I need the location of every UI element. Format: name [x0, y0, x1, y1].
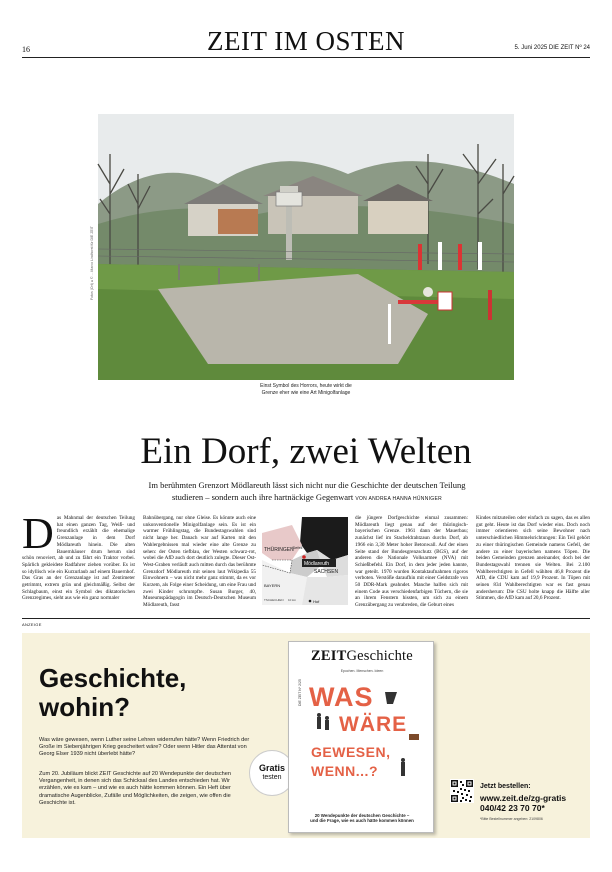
map-label-thueringen: THÜRINGEN — [264, 547, 294, 553]
deck-text: Im berühmten Grenzort Mödlareuth lässt sich nicht nur die Geschichte der deutschen Teilung studieren – sondern auch ihre hartnäckige Gegenwart — [148, 480, 466, 502]
map-scale: 10 km — [288, 598, 297, 602]
magazine-logo-zeit: ZEIT — [311, 648, 347, 664]
photo-credit: Fotos (Ort) ● © ... Marco Lindhorst für DIE ZEIT — [90, 226, 94, 300]
photo-caption: Einst Symbol des Horrors, heute wirkt die Grenze eher wie eine Art Minigolfanlage — [260, 383, 352, 396]
article-column-3 — [355, 515, 468, 609]
map-label-tschechien: TSCHECHIEN — [264, 598, 284, 602]
ad-rule — [22, 618, 590, 619]
ad-title — [39, 664, 186, 722]
article-column-4 — [476, 515, 590, 605]
article-deck — [142, 479, 472, 505]
magazine-headline-wenn: WENN...? — [311, 763, 378, 779]
magazine-tagline-line1: 20 Wendepunkte der deutschen Geschichte – — [314, 812, 410, 818]
qr-code-icon[interactable] — [450, 779, 474, 803]
column-2-text: Bahnübergang, nur ohne Gleise. Es könnte auch eine unkonventionelle Minigolfanlage sein. Es ist ein warmer Frühlingstag, die Bundestagswahlen sind nicht lange her. Danach war auf Karten mit den Wahlergebnissen mal wieder eine alte Grenze zu sehen: der Osten tiefblau, der Westen schwarz-rot, wobei die AfD auch dort deutlich zulegte. Dieser Ost-West-Graben verläuft auch mitten durch das berühmte Grenzdorf Mödlareuth mit seinen laut Wikipedia 55 Einwohnern – was nicht mehr ganz stimmt, da es vor Kurzem, als Folge einer Scheidung, um eine Frau und zwei Kinder schrumpfte. Susan Burger, 40, Museumspädagogin im Deutsch-Deutschen Museum Mödlareuth, fasst — [143, 515, 256, 609]
gratis-badge-big: Gratis — [258, 763, 285, 773]
column-3-text: die jüngere Dorfgeschichte einmal zusammen: Mödlareuth liegt genau auf der thüringisch-bayerischen Grenze. 1961 dann der Mauerbau; zunächst lief im Stacheldrahtzaun durchs Dorf, ab 1966 ein 3,30 Meter hoher Betonwall. Auf der einen Seite stand der Bundesgrenzschutz (BGS), auf der anderen die Nationale Volksarmee (NVA) mit Schießbefehl. Ein Dorf, in dem jeder jeden kannte, war geteilt. 1970 wurden Kontaktaufnahmen rigoros verboten. Verstöße daraufhin mit einer Geldstrafe von 50 DDR-Mark geahndet. Manche halfen sich mit einem Code aus verschiedenfarbigen Tüchern, die sie an ihrem Fenstern hissten, um sich zu einem Grenzübergang zu verabreden, die Geburt eines — [355, 515, 468, 609]
magazine-side-text: DIE ZEIT Nº 2/25 — [298, 679, 302, 706]
article-column-2 — [143, 515, 256, 609]
ad-panel[interactable] — [22, 633, 590, 838]
column-4-text: Kindes mitzuteilen oder einfach zu sagen, das es allen gut geht. Heute ist das Dorf wieder eins. Doch noch immer orientieren sich seine Bewohner nach unterschiedlichen Himmelsrichtungen: Ein Teil gehört zu einer thüringischen Gemeinde namens Gefell, der andere zu einer bayerischen namens Töpen. Die beiden Gemeinden grenzen aneinander, doch bei der Bundestagswahl trennen sie Welten. Bei 2.100 Wahlberechtigten in Gefell wählten 46,8 Prozent die AfD, die CDU kam auf 19,9 Prozent. In Töpen mit seinen 834 Wahlberechtigten war es fast genau andersherum: Die CSU holte knapp die Hälfte aller Stimmen, die AfD kam auf 20,6 Prozent. — [476, 515, 590, 602]
map-label-gefell: Gefell — [292, 545, 303, 550]
ad-title-line1: Geschichte, — [39, 663, 187, 693]
map-town-label: Mödlareuth — [304, 561, 330, 567]
dateline: 5. Juni 2025 DIE ZEIT Nº 24 — [514, 45, 590, 51]
map-label-hof: Hof — [313, 599, 320, 604]
order-title: Jetzt bestellen: — [480, 783, 531, 790]
ad-label: ANZEIGE — [22, 622, 42, 627]
magazine-headline-gewesen: GEWESEN, — [311, 744, 391, 760]
ad-paragraph-2: Zum 20. Jubiläum blickt ZEIT Geschichte auf 20 Wendepunkte der deutschen Vergangenheit, in denen sich das Schicksal des Landes entschieden hat. Wir erzählen, wie es kam – und wie es auch hätte kommen können. Ein Heft über dramatische Augenblicke, Zufälle und Möglichkeiten, die zeigen, wie offen die Geschichte ist. — [39, 771, 231, 806]
gratis-badge-small: testen — [262, 774, 282, 781]
ad-paragraph-1: Was wäre gewesen, wenn Luther seine Lehren widerrufen hätte? Wenn Friedrich der Große im Siebenjährigen Krieg gescheitert wäre? Oder wenn Hitler das Attentat von Georg Elser 1939 nicht überlebt hätte? — [39, 737, 250, 758]
page-number: 16 — [22, 45, 30, 54]
order-note: *Bitte Bestellnummer angeben: 2109806 — [480, 817, 543, 821]
locator-map — [262, 515, 348, 605]
order-url-link[interactable]: www.zeit.de/zg-gratis — [480, 793, 567, 803]
magazine-cover[interactable] — [288, 641, 434, 833]
byline: VON ANDREA HANNA HÜNNIGER — [355, 496, 443, 502]
magazine-headline-waere: WÄRE — [339, 713, 408, 736]
section-title: ZEIT IM OSTEN — [207, 26, 405, 56]
article-column-1 — [22, 509, 135, 605]
magazine-logo-geschichte: Geschichte — [346, 648, 413, 664]
ad-title-line2: wohin? — [39, 692, 130, 722]
column-1-text: as Mahnmal der deutschen Teilung hat einen ganzen Tag, Weiß- und freundlich erzählt die ehemalige Grenzanlage in dem Dorf Mödlareuth hinein. Die alten Bauernhäuser drum herum sind schön renoviert, ab und zu fährt ein Traktor vorbei. Spärlich gekleidete Radfahrer ziehen vorüber. Es ist so idyllisch wie ein Kurzurlaub auf einem Bauernhof. Das Gras an der Grenzanlage ist auf Zentimeter getrimmt, extrem grün und gleichmäßig. Selbst der Schlagbaum, einst ein Symbol des diktatorischen Grenzregimes, sieht aus wie ein ganz normaler — [22, 515, 135, 602]
article-headline: Ein Dorf, zwei Welten — [140, 431, 472, 472]
article-photo — [98, 114, 514, 380]
magazine-tagline — [289, 813, 435, 824]
header-rule — [22, 57, 590, 58]
magazine-subtitle: Epochen. Menschen. Ideen — [340, 669, 384, 673]
order-phone[interactable]: 040/42 23 70 70* — [480, 803, 545, 813]
dropcap: D — [22, 509, 54, 558]
magazine-tagline-line2: und die Frage, wie es auch hätte kommen können — [310, 818, 414, 824]
magazine-headline-was: WAS — [309, 682, 374, 712]
map-label-sachsen: SACHSEN — [314, 569, 339, 575]
map-label-bayern: BAYERN — [264, 583, 281, 588]
magazine-figures — [289, 642, 435, 834]
